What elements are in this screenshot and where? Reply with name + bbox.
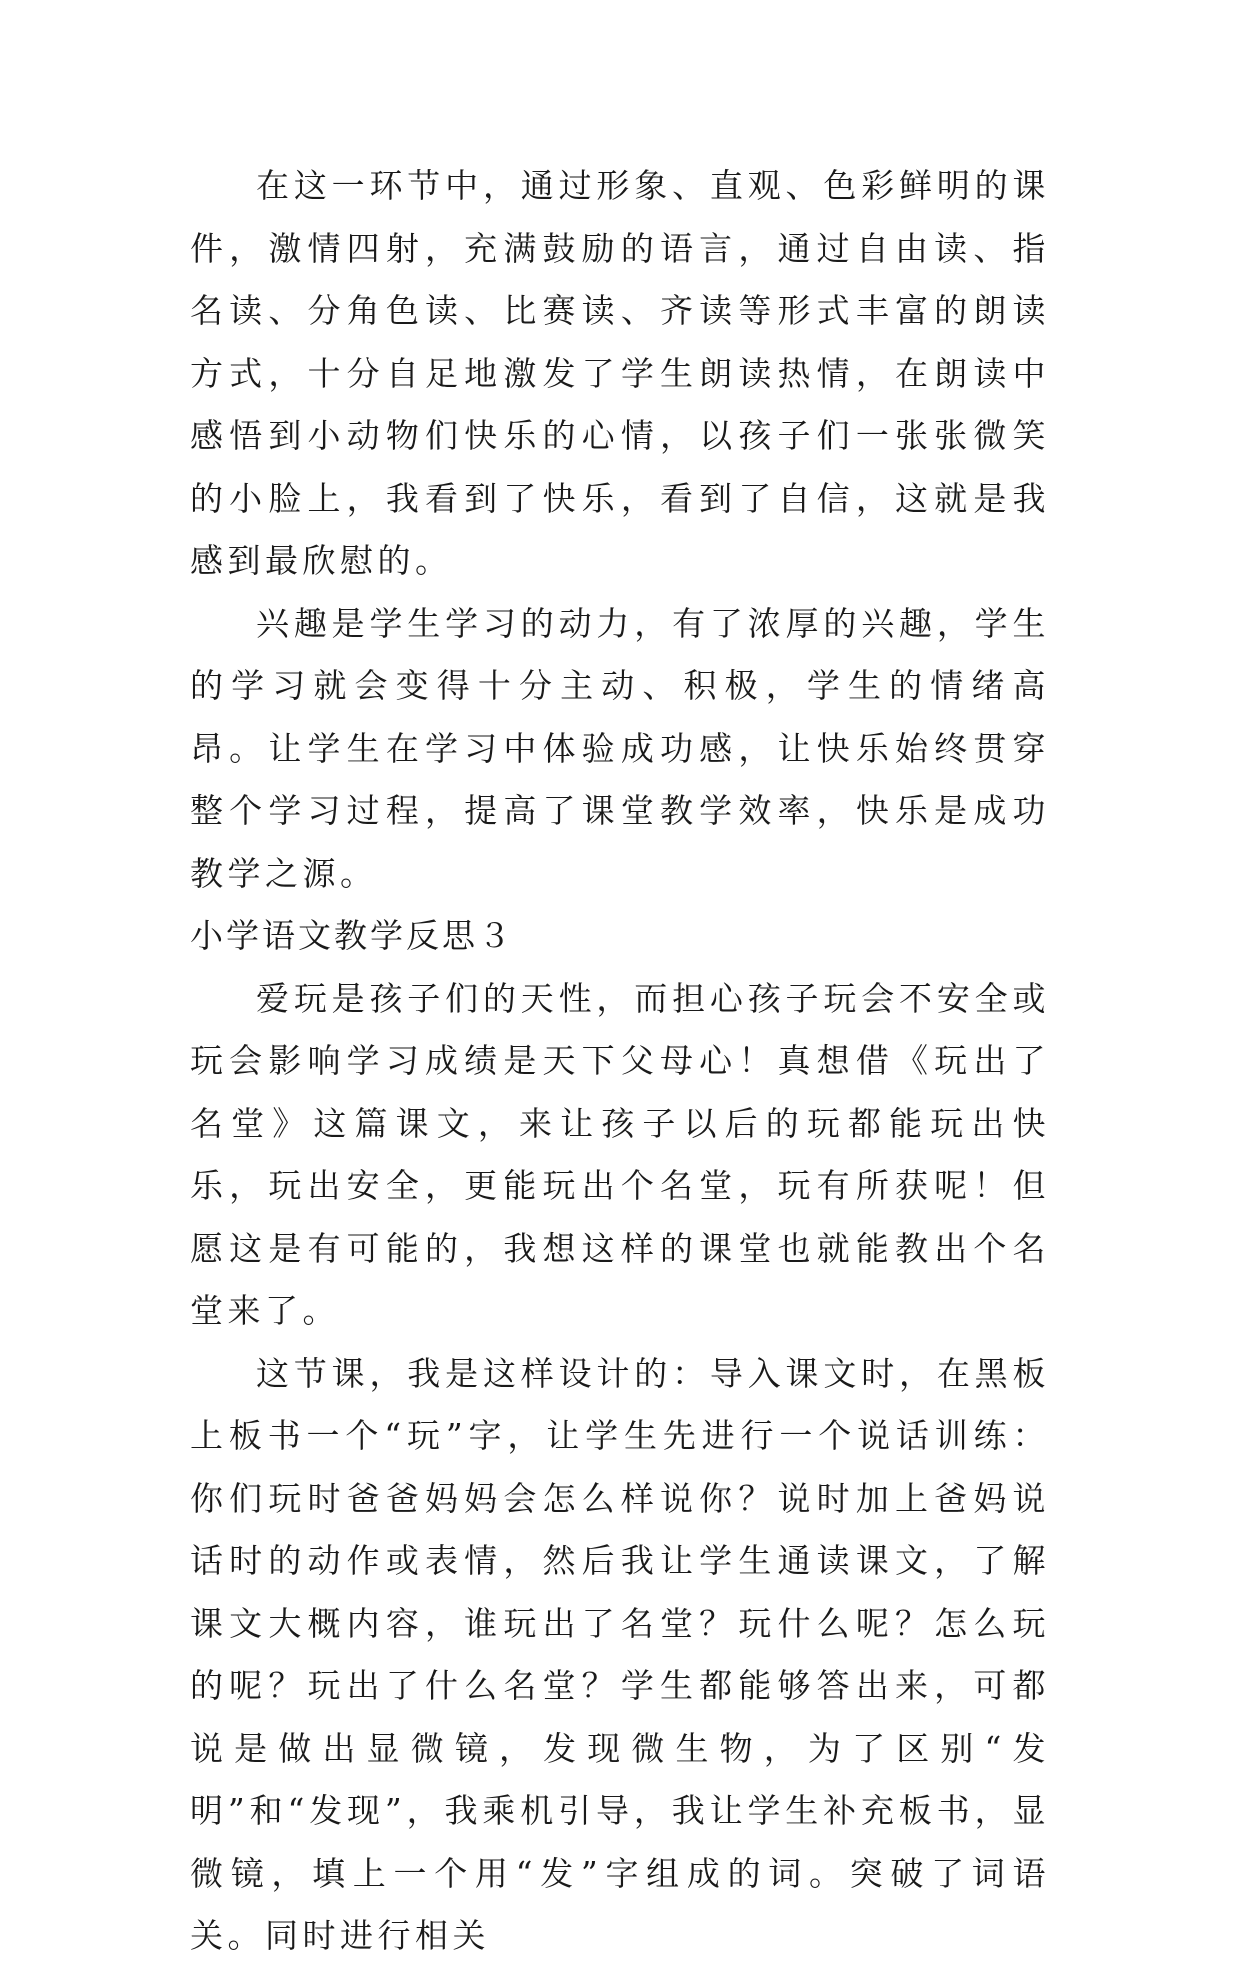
section-title: 小学语文教学反思３: [190, 916, 514, 955]
paragraph: 在这一环节中，通过形象、直观、色彩鲜明的课件，激情四射，充满鼓励的语言，通过自由读、指名读、分角色读、比赛读、齐读等形式丰富的朗读方式，十分自足地激发了学生朗读热情，在朗读中感悟到小动物们快乐的心情，以孩子们一张张微笑的小脸上，我看到了快乐，看到了自信，这就是我感到最欣慰的。: [190, 166, 1050, 580]
paragraph: 这节课，我是这样设计的：导入课文时，在黑板上板书一个“玩”字，让学生先进行一个说话训练：你们玩时爸爸妈妈会怎么样说你？说时加上爸妈说话时的动作或表情，然后我让学生通读课文，了解课文大概内容，谁玩出了名堂？玩什么呢？怎么玩的呢？玩出了什么名堂？学生都能够答出来，可都说是做出显微镜，发现微生物，为了区别“发明”和“发现”，我乘机引导，我让学生补充板书，显微镜，填上一个用“发”字组成的词。突破了词语关。同时进行相关: [190, 1353, 1050, 1955]
document-body: [190, 155, 1050, 1968]
paragraph: 爱玩是孩子们的天性，而担心孩子玩会不安全或玩会影响学习成绩是天下父母心！真想借《玩出了名堂》这篇课文，来让孩子以后的玩都能玩出快乐，玩出安全，更能玩出个名堂，玩有所获呢！但愿这是有可能的，我想这样的课堂也就能教出个名堂来了。: [190, 978, 1050, 1330]
paragraph: 兴趣是学生学习的动力，有了浓厚的兴趣，学生的学习就会变得十分主动、积极，学生的情绪高昂。让学生在学习中体验成功感，让快乐始终贯穿整个学习过程，提高了课堂教学效率，快乐是成功教学之源。: [190, 603, 1050, 893]
